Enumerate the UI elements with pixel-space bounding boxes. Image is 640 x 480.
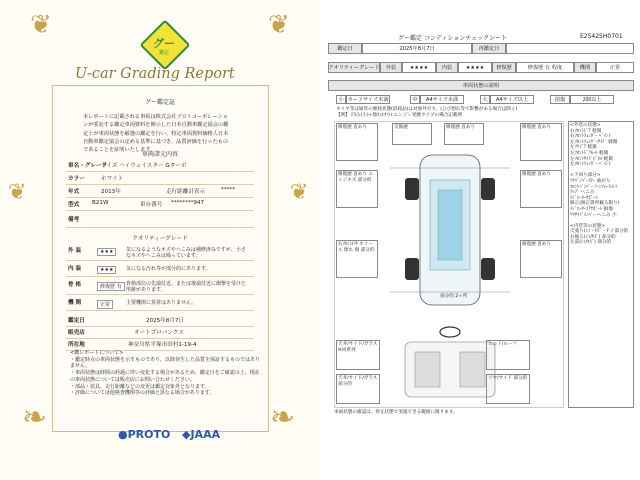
side-note-line: 右ﾌﾛﾝﾄﾄﾞｱ 軽微 <box>570 128 602 134</box>
appraisal-date: 2025年8月7日 <box>146 318 185 324</box>
report-title: U-car Grading Report <box>75 66 235 82</box>
size-mid-key: 中 <box>410 95 420 104</box>
eval-interior-box: ★★★ <box>97 266 116 274</box>
side-note-line: 左ﾌﾛﾝﾄﾄﾞｱﾓｰﾙ 軽微 <box>570 150 609 156</box>
remarks-label: 備考 <box>68 217 80 223</box>
model-value: B21W <box>92 200 109 206</box>
damage-mark-label: 部分的 2ヶ所 <box>440 294 468 299</box>
corner-ornament-bottom-left: ❧ <box>22 400 48 435</box>
sponsor-header: 再鑑定日 <box>472 43 506 54</box>
side-note-line: 修正(修正箇所観る限り) <box>570 201 620 207</box>
damage-box-1: 修復歴 直あり <box>336 123 378 161</box>
address-label: 所在地 <box>68 342 85 348</box>
damage-box-3: 修復歴 直あり <box>444 123 484 145</box>
size-mid-val: A4サイズ未満 <box>420 95 464 104</box>
eval-exterior-text: 気になるようなキズやへこみは補修済みですが、小さなキズやへこみは残っています。 <box>126 247 246 259</box>
name-value: デイズ ハイウェイスター Gターボ <box>101 163 187 169</box>
interior-box-4: リヤ/サイド 部分的 <box>486 374 530 404</box>
proto-logo-text: PROTO <box>127 428 171 441</box>
grid-interior-value: ★★★★ <box>458 62 492 73</box>
damage-box-4: 修復歴 直あり <box>520 123 562 161</box>
side-note-line: 天張り(ｼﾐ・ｷｽﾞ・ﾀﾞﾒ 部分的 <box>570 229 629 235</box>
sheet-title: グー鑑定 コンディションチェックシート <box>398 35 508 42</box>
damage-box-5: 修復歴 直あり エッジキズ 部分的 <box>336 170 378 208</box>
legend-line-2: 【例】 凹み(小)+擦れ(中)+エンジン発煙タイプの場合記載例 <box>336 113 463 118</box>
spec-section-title: 車両諸元内容 <box>141 151 178 158</box>
grid-engine-label: 機関 <box>574 62 596 73</box>
corner-ornament-top-left: ❦ <box>30 10 52 40</box>
note-line: ・鑑定時点の車両状態を示すものであり、以降発生した品質を保証するものではありません。 <box>70 356 261 370</box>
date-header: 鑑定日 <box>328 43 362 54</box>
jaaa-logo: ◆JAAA <box>182 428 221 441</box>
interior-box-1: 天井/サイド/ガラス ※同系列 <box>336 340 380 370</box>
grid-exterior-value: ★★★★ <box>402 62 436 73</box>
shop-label: 販売店 <box>68 330 85 336</box>
side-ornament-right: ❦ <box>290 180 309 205</box>
note-line: ・部品・装具、走行距離などの変更は鑑定対象外となります。 <box>70 383 210 390</box>
address-value: 神奈川県平塚市田村1-19-4 <box>128 342 197 348</box>
side-note-line: ﾘﾔｻｲﾄﾞﾒﾝﾊﾞｰ へこみ 小 <box>570 212 617 218</box>
sheet-id: E25425H0701 <box>580 33 623 40</box>
quality-grade-title: クオリティーグレード <box>132 236 188 242</box>
condition-check-sheet <box>320 0 640 480</box>
shop-value: オートプロバンクス <box>134 330 185 336</box>
side-note-line: 左前(ｼﾐ/ｷｽﾞ) 部分的 <box>570 240 612 246</box>
eval-engine-text: 主要機関に異常はありません。 <box>126 300 197 306</box>
date-label: 鑑定日 <box>68 318 85 324</box>
interior-box-2: ヒルト/ルーフ <box>486 340 530 370</box>
size-large-val: A4サイズ以上 <box>490 95 534 104</box>
side-note-line: ﾘﾔﾊﾞﾝﾊﾟｰｽﾃｰ 曲がり <box>570 178 611 184</box>
grid-repair-label: 修復歴 <box>492 62 516 73</box>
side-note-line: 右後ろ(ｼﾐ/ｷｽﾞ) 部分的 <box>570 234 616 240</box>
corner-ornament-top-right: ❦ <box>268 10 290 40</box>
name-label: 車名・グレード <box>68 163 108 169</box>
damage-box-2: 交換歴 <box>392 123 432 145</box>
side-note-line: 左ﾌﾛﾝﾄﾌｪﾝﾀﾞｰｻｲﾄﾞ 軽微 <box>570 139 618 145</box>
date-value: 2025年8月7日 <box>362 43 472 54</box>
damage-box-6: 修復歴 直あり <box>520 170 562 208</box>
side-note-line: ﾁｯﾌﾟ へこみ <box>570 190 595 196</box>
interior-box-3: 天井/サイド/ガラス 部分的 <box>336 374 380 404</box>
mileage-value: ***** <box>221 187 235 193</box>
eval-frame-text: 骨格部位の先端付近、または後端付近に衝撃を受けた形跡があります。 <box>126 281 247 293</box>
damage-val: 2個以上 <box>570 95 614 104</box>
side-note-line: 左ﾘﾔﾄﾞｱ 軽微 <box>570 145 597 151</box>
grid-repair-value: 修復歴 有 程度 <box>516 62 574 73</box>
side-note-line: <下回り部分> <box>570 173 601 179</box>
spec-row-remarks <box>66 215 254 228</box>
side-ornament-left: ❦ <box>8 180 27 205</box>
eval-engine-label: 機 関 <box>68 300 82 306</box>
date-row <box>66 316 254 327</box>
spec-row-color <box>66 174 254 185</box>
side-note-line: 右ﾌﾛﾝﾄﾌｪﾝﾀﾞｰ ﾍﾟｲﾝﾄ <box>570 134 611 140</box>
model-label: 型式 <box>68 202 80 208</box>
year-label: 年式 <box>68 189 80 195</box>
quality-grade-header: クオリティーグレード <box>328 62 380 73</box>
color-label: カラー <box>68 176 85 182</box>
badge-subtext: 鑑定 <box>158 50 169 56</box>
eval-frame-box: 修復歴 有 <box>97 282 125 291</box>
side-note-line: <外装の状態> <box>570 123 601 128</box>
shop-row <box>66 328 254 339</box>
year-value: 2013年 <box>101 189 121 195</box>
damage-box-7: 右ﾌﾛﾝﾄ/ﾘﾔ ホイール 擦れ 傷 部分的 <box>336 240 378 278</box>
note-line: <鑑レポートについて> <box>70 350 124 356</box>
eval-engine-box: 正常 <box>97 300 113 309</box>
spec-row-name <box>66 161 254 172</box>
note-line: ・車両状態は時間の経過に伴い変化する場合があるため、鑑定日をご確認の上、現在の車両状態については販売店にお問い合わせください。 <box>70 370 260 383</box>
eval-exterior-label: 外 装 <box>68 248 82 254</box>
jaaa-logo-text: JAAA <box>190 428 221 441</box>
sponsor-value <box>506 43 634 54</box>
side-notes-box <box>568 121 634 408</box>
side-note-line: 左ﾌﾛﾝﾄﾌｪﾝﾀﾞｰ ﾍﾟｲﾝﾄ <box>570 162 611 168</box>
note-line: ・評価については他検査機関等の評価と異なる場合があります。 <box>70 390 215 397</box>
eval-exterior-box: ★★★ <box>97 248 116 256</box>
color-value: ホワイト <box>101 176 124 182</box>
footer-note: 車両状態の確認は、停止状態で実施できる範囲に限ります。 <box>334 410 458 415</box>
spec-row-year <box>66 187 254 198</box>
size-small-val: カードサイズ未満 <box>347 97 389 103</box>
legend-line-1: タイヤ等は通常の摩耗状態(消耗品)は対象外です。(ひび割れ等で影響がある場合は除く) <box>336 107 518 112</box>
grid-engine-value: 正常 <box>596 62 634 73</box>
eval-interior-label: 内 装 <box>68 266 82 272</box>
side-note-line: ﾗｼﾞｴｰﾀｰｻﾎﾟｰﾄ <box>570 195 598 201</box>
eval-frame-label: 骨 格 <box>68 282 82 288</box>
car-top-view-diagram <box>380 140 520 320</box>
mileage-label: 走行距離計表示 <box>166 189 206 195</box>
corner-ornament-bottom-right: ❧ <box>270 400 296 435</box>
size-small-key: 小 <box>336 95 346 104</box>
report-intro: 本レポートに記載される車両は株式会社プロトコーポレーションが委託する鑑定車両資料を開示した日本自動車鑑定協会の鑑定士が車両状態を厳選の鑑定を行い、特定車両資料価格人日本自動車鑑定協会の定める基準に基づき、品質評価を行ったものであることを証明いたします。 <box>83 114 229 154</box>
size-large-key: 大 <box>480 95 490 104</box>
vin-label: 車台番号 <box>140 202 163 208</box>
vin-value: ********947 <box>171 200 205 206</box>
side-note-line: ﾗｼﾞｴｰﾀｰｺｱｻﾎﾟｰﾄ 損傷 <box>570 206 613 212</box>
proto-logo: ●PROTO <box>118 428 171 441</box>
certificate-title: グー鑑定証 <box>144 99 175 106</box>
description-header: 車両状態の説明 <box>328 80 634 91</box>
grid-exterior-label: 外装 <box>380 62 402 73</box>
damage-box-8: 修復歴 直あり <box>520 240 562 278</box>
grid-interior-label: 内装 <box>436 62 458 73</box>
side-note-line: ﾌﾛﾝﾄﾊﾞﾝﾊﾟｰ ﾘｰﾝﾌｫｰｽﾒﾝﾄ <box>570 184 618 190</box>
side-note-line: <内装等の状態> <box>570 223 606 229</box>
spec-row-model <box>66 200 254 211</box>
side-note-line: 左ﾌﾛﾝﾄｻｲﾄﾞﾊﾟﾈﾙ 軽微 <box>570 156 613 162</box>
damage-key: 損傷 <box>550 95 570 104</box>
eval-interior-text: 気になる汚れ等が部分的にあります。 <box>126 266 211 272</box>
badge-text: グー <box>153 37 175 50</box>
report-notes <box>70 350 260 397</box>
